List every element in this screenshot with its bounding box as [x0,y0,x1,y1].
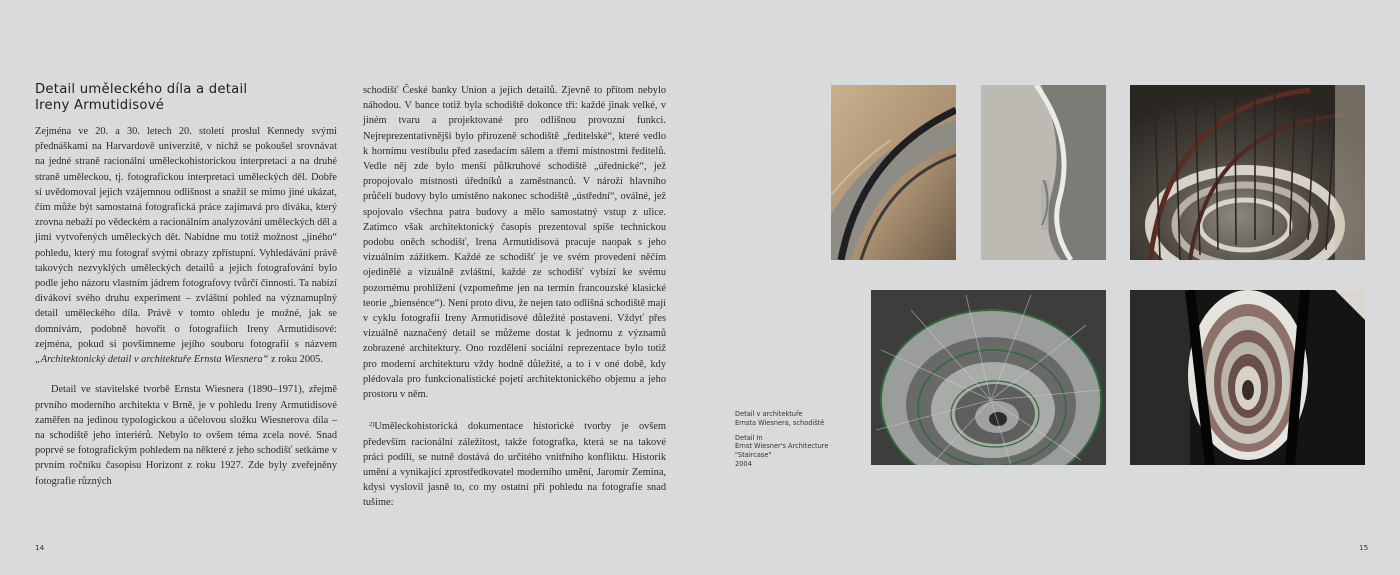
text-column-middle [363,83,666,511]
title-line-1: Detail uměleckého díla a detail [35,82,248,97]
emphasized-title: „Architektonický detail v architektuře Ernsta Wiesnera“ [35,354,269,366]
curved-wall-photo [981,85,1106,260]
caption-en-line-1: Detail In [735,433,763,442]
spiral-staircase-from-above-photo [871,290,1106,465]
text-column-left [35,124,337,489]
caption-year: 2004 [735,459,752,468]
paragraph: Zejména ve 20. a 30. letech 20. století proslul Kennedy svými přednáškami na Harvardově univerzitě, v nichž se pokoušel srovnávat na jedné straně racionální uměleckohistorickou interpretaci a na druhé straně uměleckou, tj. fotografickou interpretaci uměleckých děl. Dobře si uvědomoval jejich vzájemnou odlišnost a snažil se mimo jiné ukázat, čím může být samostatná fotografická práce zajímavá pro diváka, který zrovna nebaží po vědeckém a racionálním analyzování uměleckých děl a jimi vytvořených uměleckých dět. Nabídne mu totiž možnost „jiného“ pohledu, který mu fotograf svými obrazy zpřístupní. Vyhledávání právě takových nezvyklých uměleckých detailů a jejich fotografování bylo podle jeho názoru vlastním jádrem fotografovy tvůrčí činnosti. Ta nabízí divákovi svého druhu experiment – zvláštní pohled na významuplný detail uměleckého díla. Právě v tomto ohledu je možné, jak se domnívám, podobně hovořit o fotografiích Ireny Armutidisové: zejména, pokud si povšimneme jejího souboru fotografií s názvem „Architektonický detail v architektuře Ernsta Wiesnera“ z roku 2005. [35,126,337,366]
paragraph: schodišť České banky Union a jejich detailů. Zjevně to přitom nebylo náhodou. V bance totiž byla schodiště dokonce tři: každé jinak velké, v jiném tvaru a projektované pro odlišnou provozní funkci. Nejreprezentativnější bylo přirozeně schodiště „ředitelské“, které vedlo k hornímu vestibulu před zasedacím sálem a třemi místnostmi ředitelů. Vedle něj zde bylo menší půlkruhové schodiště „úřednické“, jež propojovalo místnosti úředníků a zaměstnanců. V nároží hlavního průčelí budovy bylo umístěno nakonec schodiště „ústřední“, oválné, jež spojovalo všechna patra budovy a mělo samostatný vstup z ulice. Zatímco však architektonický časopis prezentoval spíše technickou podobu oněch schodišť, Irena Armutidisová pracuje naopak s jeho vizuálním zážitkem. Každé ze schodišť je ve svém provedení něčím ojedinělé a vizuálně zvláštní, každé ze schodišť vybízí ke svému pozornému prohlížení (vzpomeňme jen na termín francouzské klasické teorie „biensénce“). Není proto divu, že nejen tato odlišná schodiště mají v cyklu fotografií Ireny Armutidisové důležité postavení. Vždyť přes vizuálně naznačený detail se můžeme dostat k jednomu z významů zobrazené architektury. Ono rozdělení sociální reprezentace bylo totiž pro moderní architekturu vždy hodně důležité, a to i v oné době, kdy plédovala pro funkcionalistické pojetí architektonického objemu a jeho prostoru v něm. [363,85,666,401]
photo-caption [735,410,855,469]
page-title [35,82,335,114]
title-line-2: Ireny Armutidisové [35,98,165,113]
caption-cz-line-1: Detail v architektuře [735,410,803,418]
curved-railing-photo [831,85,956,260]
oval-stairwell-photo [1130,290,1365,465]
paragraph: $^{2)}$Uměleckohistorická dokumentace historické tvorby je ovšem především racionální záležitost, takže fotografka, která se na takové práci podílí, se nutně dostává do určitého vnitřního konfliktu. Historik umění a vynikající zprostředkovatel moderního umění, Jaromír Zemina, kdysi vyslovil jasně to, co my ostatní při pohledu na fotografie snad tušíme: [363,421,666,509]
caption-cz-line-2: Ernsta Wiesnera, schodiště [735,418,825,427]
caption-en-line-3: "Staircase" [735,451,772,460]
footnote-marker: 2) [369,421,375,429]
spiral-stair-railing-photo [1130,85,1365,260]
page-number-right: 15 [1359,543,1369,552]
page-number-left: 14 [35,543,45,552]
paragraph: Detail ve stavitelské tvorbě Ernsta Wiesnera (1890–1971), zřejmě prvního moderního architekta v Brně, je v pohledu Ireny Armutidisové zaměřen na jedinou typologickou a účelovou složku Wiesnerova díla – na schodiště jeho interiérů. Nebylo to ovšem téma zcela nové. Snad poprvé se fotografickým pohledem na některé z jeho schodišť setkáme v prvním ročníku časopisu Horizont z roku 1927. Zde byly zveřejněny fotografie různých [35,384,337,487]
caption-en-line-2: Ernst Wiesner's Architecture [735,442,829,451]
